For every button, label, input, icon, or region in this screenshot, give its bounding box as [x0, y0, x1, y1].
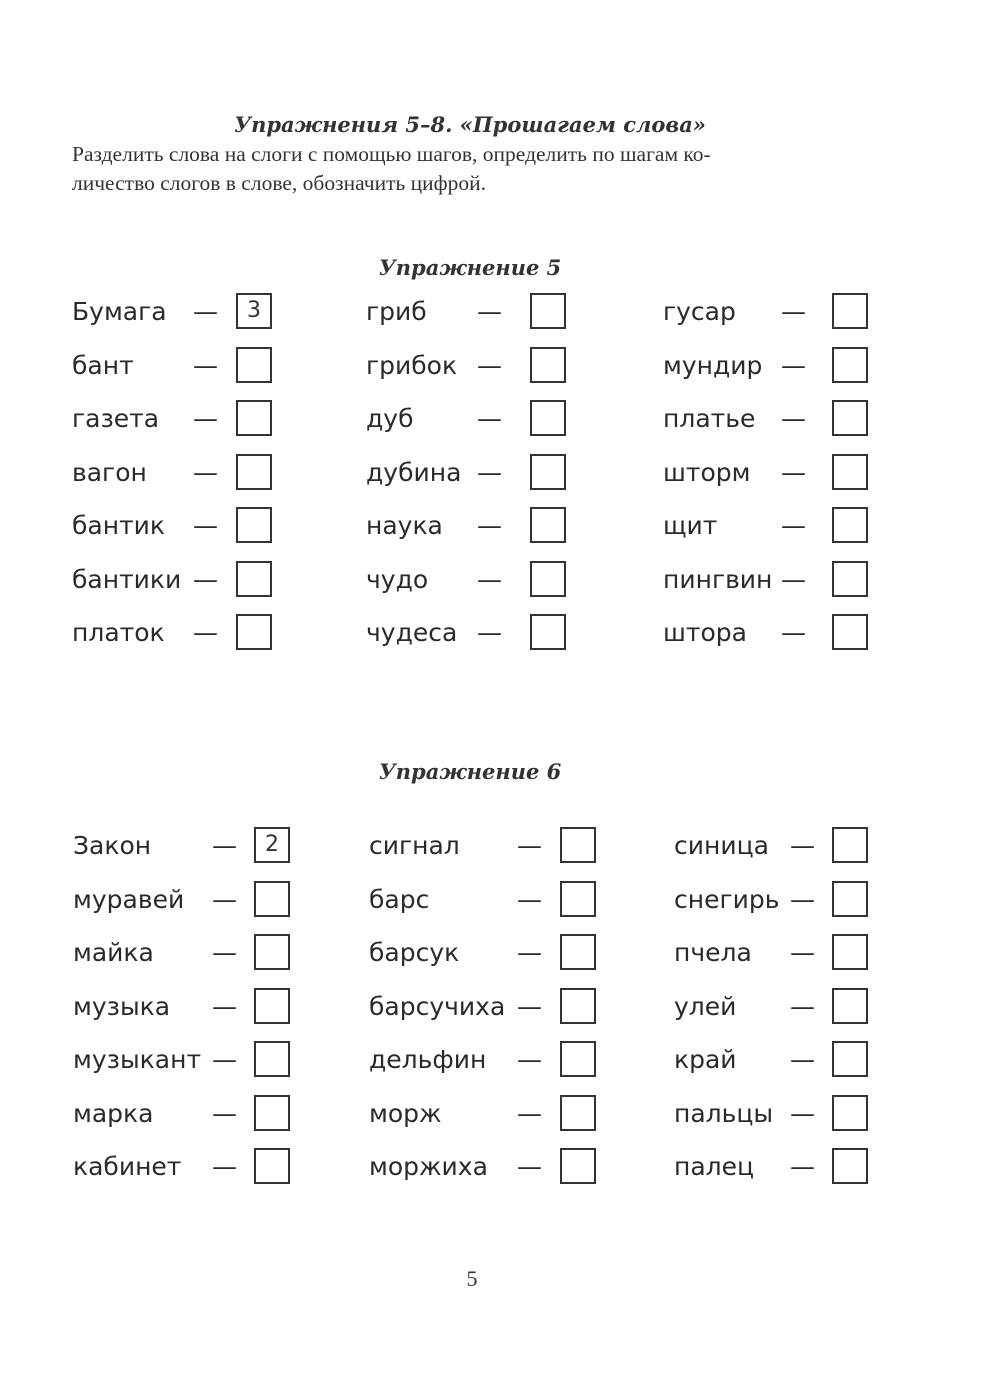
dash-separator: — [781, 404, 806, 433]
dash-separator: — [790, 1098, 815, 1128]
syllable-count-box[interactable] [254, 881, 290, 917]
exercise-word: дуб [366, 404, 414, 433]
syllable-count-box[interactable] [832, 561, 868, 597]
dash-separator: — [477, 297, 502, 326]
exercise-word: музыкант [73, 1045, 202, 1074]
syllable-count-box[interactable] [254, 1041, 290, 1077]
syllable-count-box[interactable] [236, 454, 272, 490]
exercise-word: гусар [663, 297, 736, 326]
syllable-count-box[interactable] [560, 988, 596, 1024]
syllable-count-box[interactable] [254, 1148, 290, 1184]
syllable-count-box[interactable] [560, 1148, 596, 1184]
dash-separator: — [212, 938, 237, 967]
dash-separator: — [781, 457, 806, 487]
instruction-text [72, 140, 872, 198]
dash-separator: — [517, 1152, 542, 1181]
dash-separator: — [477, 457, 502, 487]
syllable-count-box[interactable] [254, 934, 290, 970]
dash-separator: — [477, 350, 502, 380]
dash-separator: — [212, 1098, 237, 1128]
exercise-word: наука [366, 511, 443, 540]
dash-separator: — [193, 457, 218, 487]
exercise-word: майка [73, 938, 154, 967]
dash-separator: — [781, 564, 806, 594]
exercise-word: музыка [73, 991, 171, 1021]
syllable-count-box[interactable]: 3 [236, 293, 272, 329]
instruction-line-2: личество слогов в слове, обозначить цифрой. [72, 171, 486, 195]
exercise-word: штора [663, 618, 747, 647]
exercise-word: снегирь [674, 884, 780, 914]
syllable-count-box[interactable] [530, 561, 566, 597]
syllable-count-box[interactable] [832, 507, 868, 543]
exercise-word: барсук [369, 938, 460, 967]
exercise-word: бантик [72, 511, 165, 540]
syllable-count-box[interactable] [560, 881, 596, 917]
exercise-word: чудо [366, 564, 429, 594]
dash-separator: — [477, 564, 502, 594]
dash-separator: — [212, 884, 237, 914]
syllable-count-box[interactable] [530, 293, 566, 329]
exercise-word: шторм [663, 457, 751, 487]
dash-separator: — [790, 831, 815, 860]
syllable-count-box[interactable] [560, 1095, 596, 1131]
exercise-word: платье [663, 404, 756, 433]
dash-separator: — [477, 404, 502, 433]
exercise-word: сигнал [369, 831, 460, 860]
syllable-count-box[interactable] [832, 454, 868, 490]
syllable-count-box[interactable] [560, 934, 596, 970]
instruction-line-1: Разделить слова на слоги с помощью шагов, определить по шагам ко- [72, 142, 711, 166]
exercise-word: бант [72, 350, 134, 380]
exercise-word: пальцы [674, 1098, 774, 1128]
dash-separator: — [790, 884, 815, 914]
page-number: 5 [466, 1266, 478, 1291]
syllable-count-box[interactable] [832, 1041, 868, 1077]
dash-separator: — [193, 350, 218, 380]
syllable-count-box[interactable] [832, 1148, 868, 1184]
exercises-title: Упражнения 5–8. «Прошагаем слова» [234, 112, 706, 137]
dash-separator: — [477, 618, 502, 647]
dash-separator: — [790, 1045, 815, 1074]
exercise-word: мундир [663, 350, 763, 380]
syllable-count-box[interactable] [832, 934, 868, 970]
syllable-count-box[interactable] [254, 1095, 290, 1131]
syllable-count-box[interactable] [236, 347, 272, 383]
dash-separator: — [193, 618, 218, 647]
dash-separator: — [193, 297, 218, 326]
exercise-word: кабинет [73, 1152, 182, 1181]
exercise-word: пингвин [663, 564, 773, 594]
dash-separator: — [193, 564, 218, 594]
syllable-count-box[interactable] [254, 988, 290, 1024]
exercise-word: грибок [366, 350, 458, 380]
exercise-word: гриб [366, 297, 427, 326]
exercise-word: синица [674, 831, 769, 860]
dash-separator: — [212, 1152, 237, 1181]
dash-separator: — [517, 831, 542, 860]
dash-separator: — [517, 1045, 542, 1074]
exercise-word: чудеса [366, 618, 458, 647]
dash-separator: — [790, 1152, 815, 1181]
exercise-word: бантики [72, 564, 182, 594]
exercise-word: барс [369, 884, 430, 914]
dash-separator: — [517, 884, 542, 914]
exercise-word: Бумага [72, 297, 167, 326]
syllable-count-box[interactable]: 2 [254, 827, 290, 863]
exercise-word: улей [674, 991, 737, 1021]
syllable-count-box[interactable] [530, 347, 566, 383]
syllable-count-box[interactable] [832, 400, 868, 436]
dash-separator: — [781, 297, 806, 326]
exercise-word: дубина [366, 457, 462, 487]
syllable-count-box[interactable] [530, 400, 566, 436]
syllable-count-box[interactable] [236, 400, 272, 436]
dash-separator: — [517, 938, 542, 967]
syllable-count-box[interactable] [832, 347, 868, 383]
exercise-word: морж [369, 1098, 442, 1128]
dash-separator: — [781, 511, 806, 540]
exercise-word: пчела [674, 938, 752, 967]
exercise-word: дельфин [369, 1045, 487, 1074]
exercise-word: муравей [73, 884, 185, 914]
dash-separator: — [517, 1098, 542, 1128]
syllable-count-box[interactable] [236, 614, 272, 650]
exercise-word: газета [72, 404, 160, 433]
dash-separator: — [212, 831, 237, 860]
exercise-word: край [674, 1045, 737, 1074]
syllable-count-box[interactable] [560, 827, 596, 863]
dash-separator: — [193, 404, 218, 433]
syllable-count-box[interactable] [236, 507, 272, 543]
dash-separator: — [790, 938, 815, 967]
dash-separator: — [781, 618, 806, 647]
exercise-word: Закон [73, 831, 152, 860]
exercise-word: вагон [72, 457, 147, 487]
dash-separator: — [212, 1045, 237, 1074]
dash-separator: — [193, 511, 218, 540]
exercise-word: щит [663, 511, 718, 540]
syllable-count-box[interactable] [832, 614, 868, 650]
dash-separator: — [517, 991, 542, 1021]
dash-separator: — [477, 511, 502, 540]
dash-separator: — [212, 991, 237, 1021]
syllable-count-box[interactable] [832, 881, 868, 917]
exercise-5-title: Упражнение 5 [378, 255, 562, 280]
syllable-count-box[interactable] [530, 614, 566, 650]
syllable-count-box[interactable] [832, 827, 868, 863]
syllable-count-box[interactable] [832, 988, 868, 1024]
syllable-count-box[interactable] [530, 454, 566, 490]
exercise-word: марка [73, 1098, 154, 1128]
syllable-count-box[interactable] [236, 561, 272, 597]
exercise-6-title: Упражнение 6 [378, 759, 562, 784]
exercise-word: платок [72, 618, 165, 647]
syllable-count-box[interactable] [530, 507, 566, 543]
dash-separator: — [790, 991, 815, 1021]
syllable-count-box[interactable] [832, 293, 868, 329]
syllable-count-box[interactable] [560, 1041, 596, 1077]
exercise-word: моржиха [369, 1152, 488, 1181]
exercise-word: палец [674, 1152, 755, 1181]
dash-separator: — [781, 350, 806, 380]
exercise-word: барсучиха [369, 991, 506, 1021]
syllable-count-box[interactable] [832, 1095, 868, 1131]
